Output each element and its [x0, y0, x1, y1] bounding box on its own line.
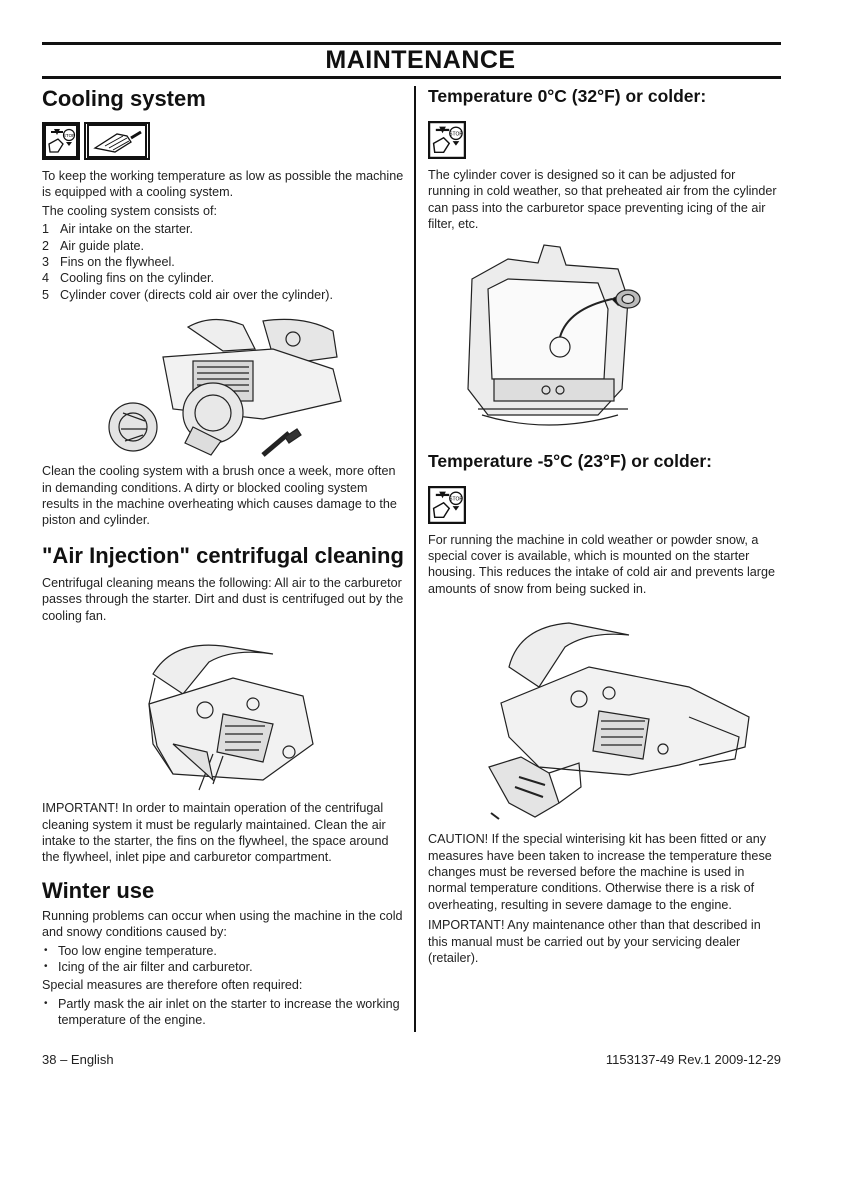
cooling-icons: [42, 122, 404, 160]
winter-special-measures: Special measures are therefore often required:: [42, 978, 303, 993]
temp-0c-icons: [428, 121, 780, 159]
air-injection-text: Centrifugal cleaning means the following: All air to the carburetor passes through the starter. Dirt and dust is centrifuged out by the cooling fan.: [42, 575, 404, 623]
cooling-consists: The cooling system consists of:: [42, 203, 217, 218]
header-rule-bottom: [42, 76, 781, 79]
list-item: 2 Air guide plate.: [42, 238, 145, 253]
svg-text:STOP: STOP: [449, 131, 463, 138]
header-rule-top: [42, 42, 781, 45]
cooling-components-list: [42, 221, 404, 303]
cooling-system-heading: Cooling system: [42, 86, 206, 111]
brush-icon: [84, 122, 150, 160]
winter-use-heading: Winter use: [42, 877, 155, 903]
list-item: 3 Fins on the flywheel.: [42, 255, 175, 270]
air-injection-important: IMPORTANT! In order to maintain operation of the centrifugal cleaning system it must be regularly maintained. Clean the air intake to the starter, the fins on the flywheel, the space around the flywheel, inlet pipe and carburetor compartment.: [42, 801, 389, 865]
cooling-system-exploded-illustration: [93, 309, 353, 459]
cooling-clean-text: Clean the cooling system with a brush once a week, more often in demanding conditions. A dirty or blocked cooling system results in the machine overheating which causes damage to the piston and cylinder.: [42, 464, 397, 528]
temp-minus5c-icons: [428, 486, 780, 524]
svg-text:STOP: STOP: [449, 495, 463, 502]
list-item: • Too low engine temperature.: [42, 943, 404, 959]
temp-minus5c-text: For running the machine in cold weather or powder snow, a special cover is available, which is mounted on the starter housing. This reduces the intake of cold air and prevents large amounts of snow from being sucked in.: [428, 532, 776, 596]
caution-text: CAUTION! If the special winterising kit has been fitted or any measures have been taken to increase the temperature these changes must be reversed before the machine is used in normal temperature conditions. Otherwise there is a risk of overheating, resulting in severe damage to the engine.: [428, 832, 772, 912]
stop-engine-icon: [428, 486, 466, 524]
right-column: [428, 86, 780, 969]
winter-measures-list: [42, 996, 404, 1029]
air-injection-heading: "Air Injection" centrifugal cleaning: [42, 542, 404, 568]
left-column: [42, 86, 404, 1029]
stop-engine-icon: [428, 121, 466, 159]
page-section-title: MAINTENANCE: [325, 46, 516, 74]
stop-engine-icon: [42, 122, 80, 160]
list-item: 4 Cooling fins on the cylinder.: [42, 271, 215, 286]
list-item: 5 Cylinder cover (directs cold air over the cylinder).: [42, 287, 333, 302]
cooling-intro: To keep the working temperature as low as possible the machine is equipped with a cooling system.: [42, 169, 404, 200]
svg-text:STOP: STOP: [62, 132, 76, 138]
list-item: • Icing of the air filter and carburetor.: [42, 959, 404, 975]
cylinder-cover-illustration: [448, 239, 668, 449]
winter-causes-list: [42, 943, 404, 976]
list-item: • Partly mask the air inlet on the starter to increase the working temperature of the engine.: [42, 996, 404, 1029]
important-servicing-text: IMPORTANT! Any maintenance other than that described in this manual must be carried out by your servicing dealer (retailer).: [428, 918, 761, 966]
page-number: 38 – English: [42, 1052, 114, 1067]
list-item: 1 Air intake on the starter.: [42, 222, 194, 237]
temp-0c-text: The cylinder cover is designed so it can be adjusted for running in cold weather, so that preheated air from the cylinder can pass into the carburetor space preventing icing of the air filter, etc.: [428, 168, 777, 232]
column-divider: [414, 86, 416, 1032]
temp-minus5c-heading: Temperature -5°C (23°F) or colder:: [428, 450, 713, 471]
temp-0c-heading: Temperature 0°C (32°F) or colder:: [428, 86, 707, 106]
winter-cover-illustration: [449, 607, 759, 827]
centrifugal-cleaning-illustration: [113, 634, 333, 794]
winter-use-text: Running problems can occur when using the machine in the cold and snowy conditions caused by:: [42, 908, 403, 940]
document-id: 1153137-49 Rev.1 2009-12-29: [605, 1052, 781, 1067]
